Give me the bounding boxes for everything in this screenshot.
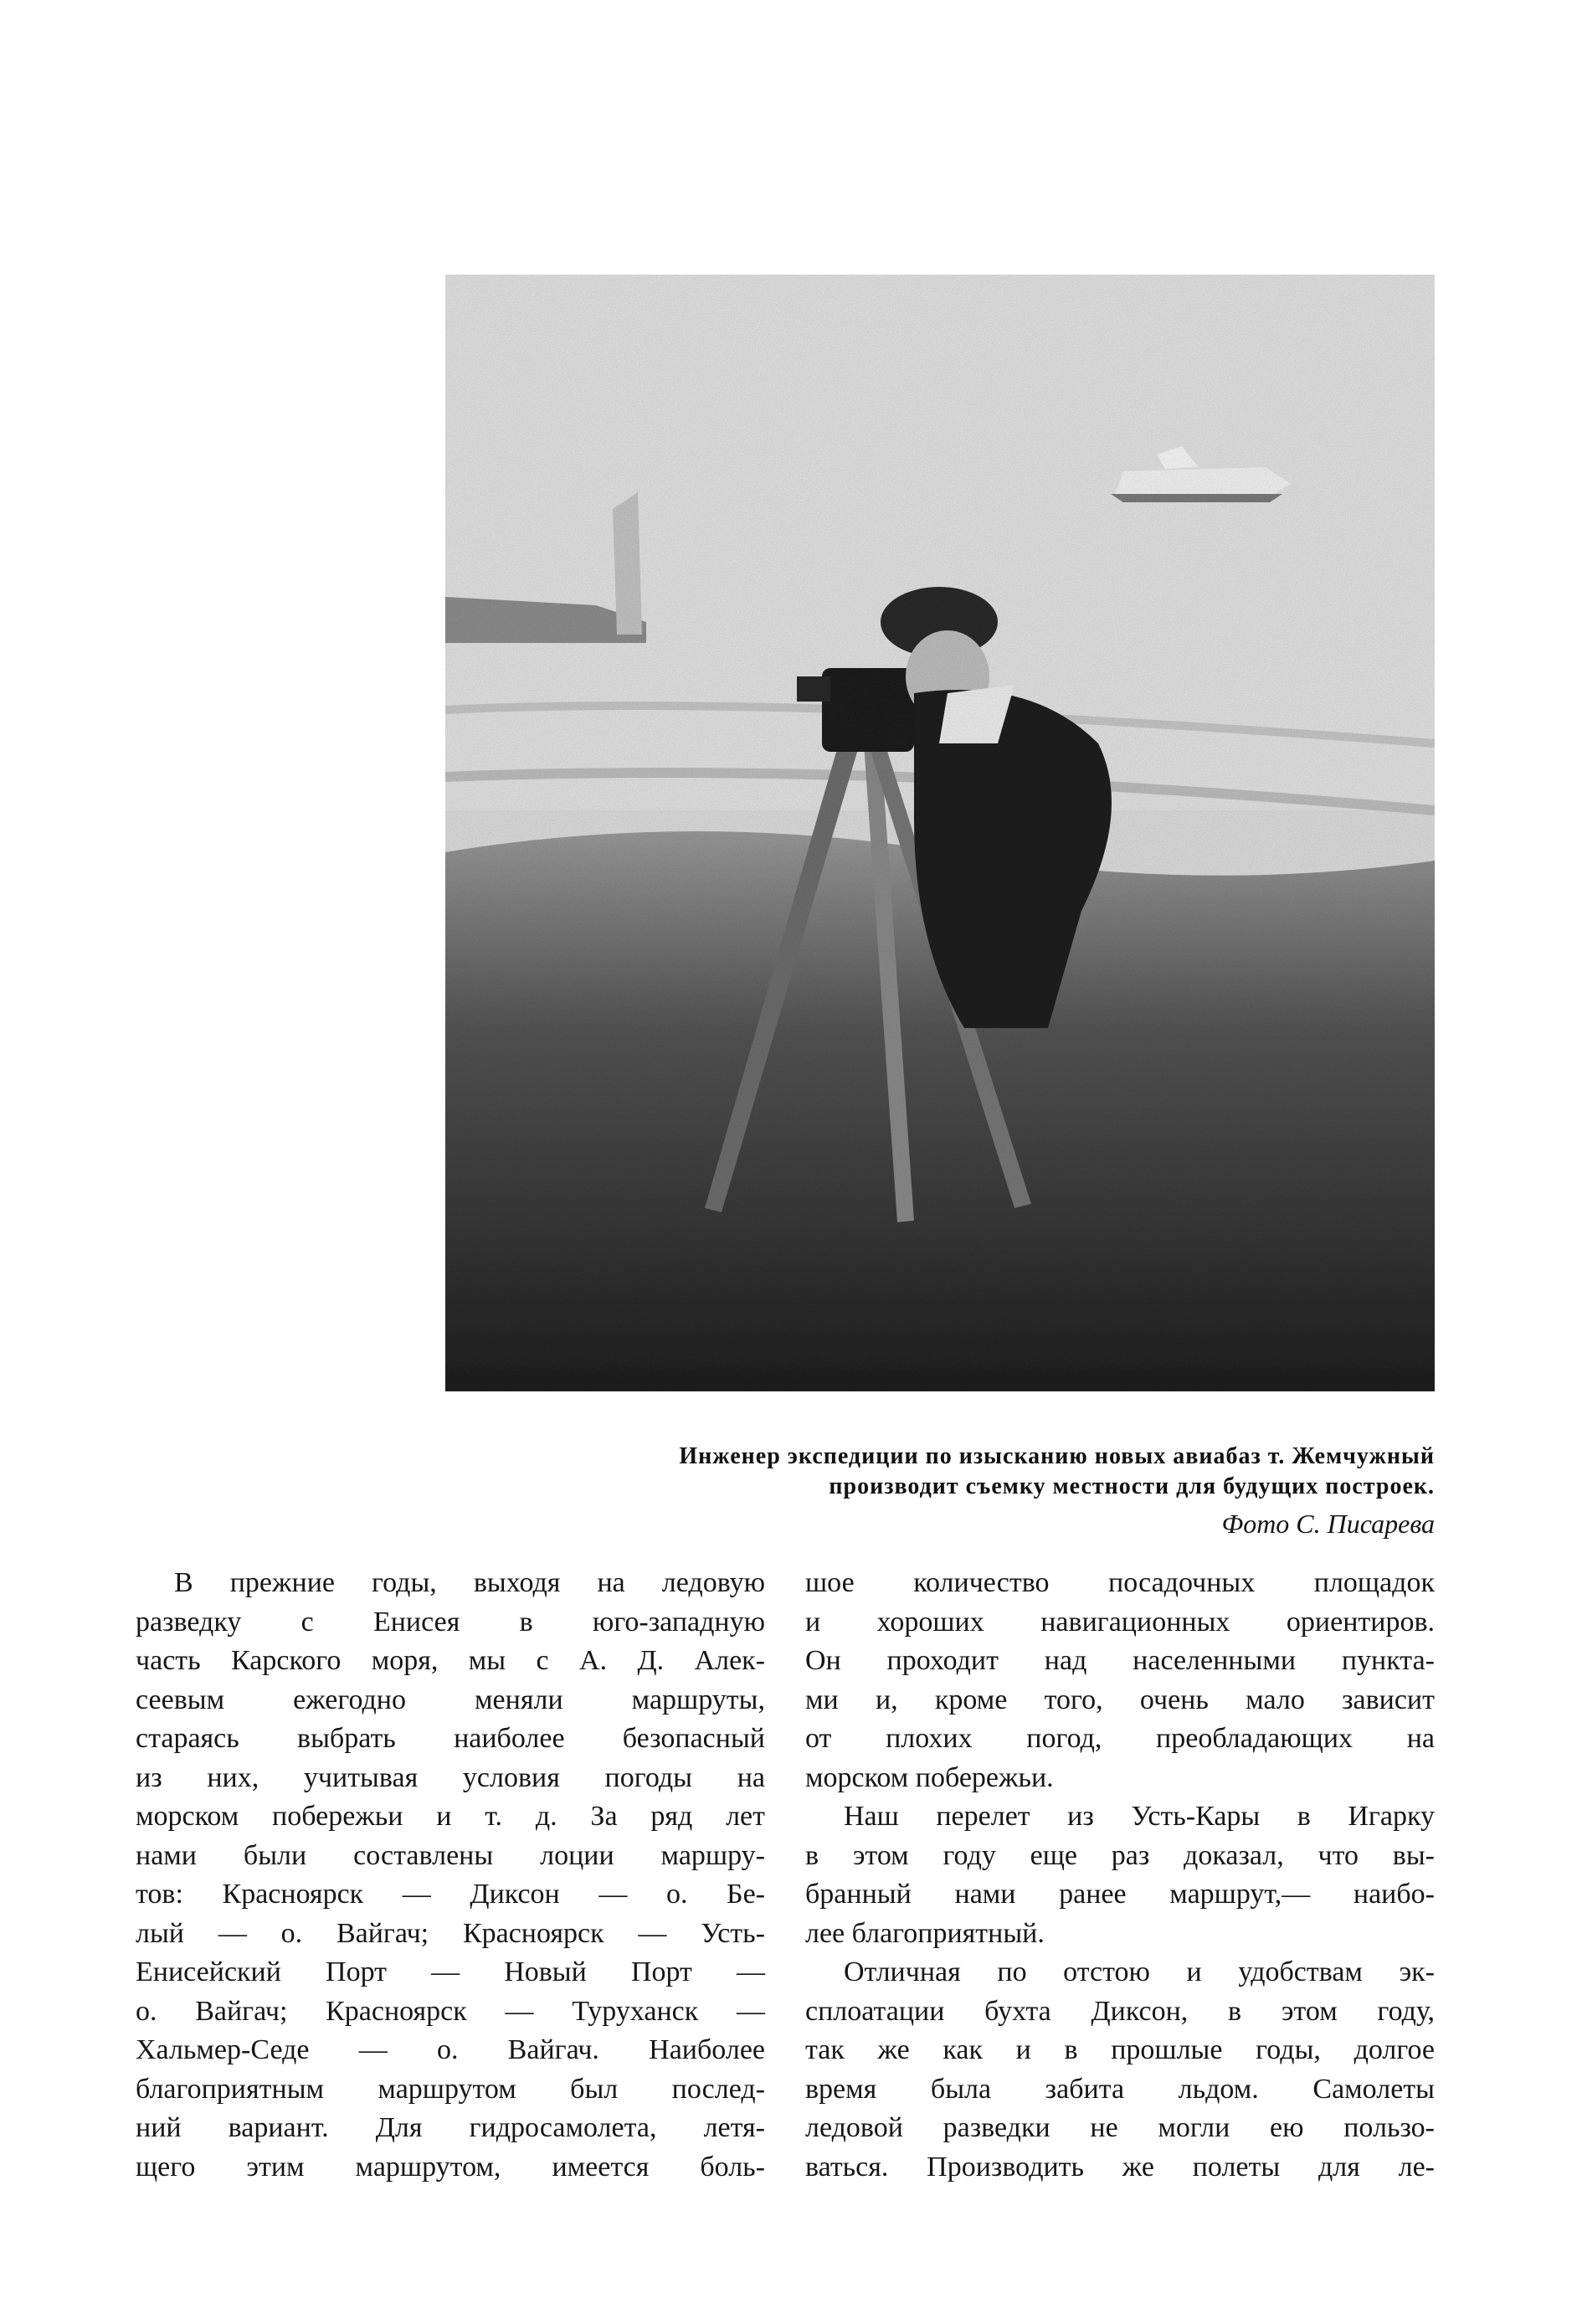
text-line: ний вариант. Для гидросамолета, летя- bbox=[136, 2112, 765, 2143]
text-line: тов: Красноярск — Диксон — о. Бе- bbox=[136, 1879, 765, 1910]
text-line: Наш перелет из Усть-Кары в Игарку bbox=[844, 1801, 1435, 1832]
text-line: и хороших навигационных ориентиров. bbox=[805, 1606, 1435, 1638]
expedition-photo bbox=[445, 275, 1435, 1391]
text-line: лее благоприятный. bbox=[805, 1917, 1045, 1949]
text-line: стараясь выбрать наиболее безопасный bbox=[136, 1723, 765, 1754]
text-line: щего этим маршрутом, имеется боль- bbox=[136, 2151, 765, 2183]
text-line: морском побережьи. bbox=[805, 1761, 1054, 1793]
text-line: Он проходит над населенными пункта- bbox=[805, 1645, 1435, 1676]
photo-credit: Фото С. Писарева bbox=[1221, 1509, 1435, 1539]
photo-caption-line-1: Инженер экспедиции по изысканию новых авиабаз т. Жемчужный bbox=[679, 1443, 1435, 1469]
text-line: время была забита льдом. Самолеты bbox=[805, 2073, 1435, 2105]
text-line: бранный нами ранее маршрут,— наибо- bbox=[805, 1879, 1435, 1910]
text-line: Отличная по отстою и удобствам эк- bbox=[844, 1956, 1435, 1987]
text-line: шое количество посадочных площадок bbox=[805, 1567, 1435, 1598]
text-line: лый — о. Вайгач; Красноярск — Усть- bbox=[136, 1917, 765, 1949]
photo-caption-line-2: производит съемку местности для будущих построек. bbox=[829, 1473, 1435, 1499]
text-line: в этом году еще раз доказал, что вы- bbox=[805, 1839, 1435, 1871]
text-line: В прежние годы, выходя на ледовую bbox=[174, 1567, 765, 1598]
text-column-left bbox=[136, 1564, 765, 2187]
text-line: сплоатации бухта Диксон, в этом году, bbox=[805, 1995, 1435, 2027]
text-line: сеевым ежегодно меняли маршруты, bbox=[136, 1684, 765, 1715]
text-line: ваться. Производить же полеты для ле- bbox=[805, 2151, 1435, 2183]
text-line: Енисейский Порт — Новый Порт — bbox=[136, 1956, 765, 1987]
text-line: благоприятным маршрутом был послед- bbox=[136, 2073, 765, 2105]
text-line: ми и, кроме того, очень мало зависит bbox=[805, 1684, 1435, 1715]
text-line: о. Вайгач; Красноярск — Туруханск — bbox=[136, 1995, 765, 2027]
text-line: морском побережьи и т. д. За ряд лет bbox=[136, 1801, 765, 1832]
text-line: разведку с Енисея в юго-западную bbox=[136, 1606, 765, 1638]
text-column-right bbox=[805, 1564, 1435, 2187]
photo-scene bbox=[445, 275, 1435, 1391]
text-line: часть Карского моря, мы с А. Д. Алек- bbox=[136, 1645, 765, 1676]
text-line: ледовой разведки не могли ею пользо- bbox=[805, 2112, 1435, 2143]
text-line: от плохих погод, преобладающих на bbox=[805, 1723, 1435, 1754]
text-line: Хальмер-Седе — о. Вайгач. Наиболее bbox=[136, 2034, 765, 2065]
text-line: из них, учитывая условия погоды на bbox=[136, 1761, 765, 1793]
text-line: нами были составлены лоции маршру- bbox=[136, 1839, 765, 1871]
text-line: так же как и в прошлые годы, долгое bbox=[805, 2034, 1435, 2065]
